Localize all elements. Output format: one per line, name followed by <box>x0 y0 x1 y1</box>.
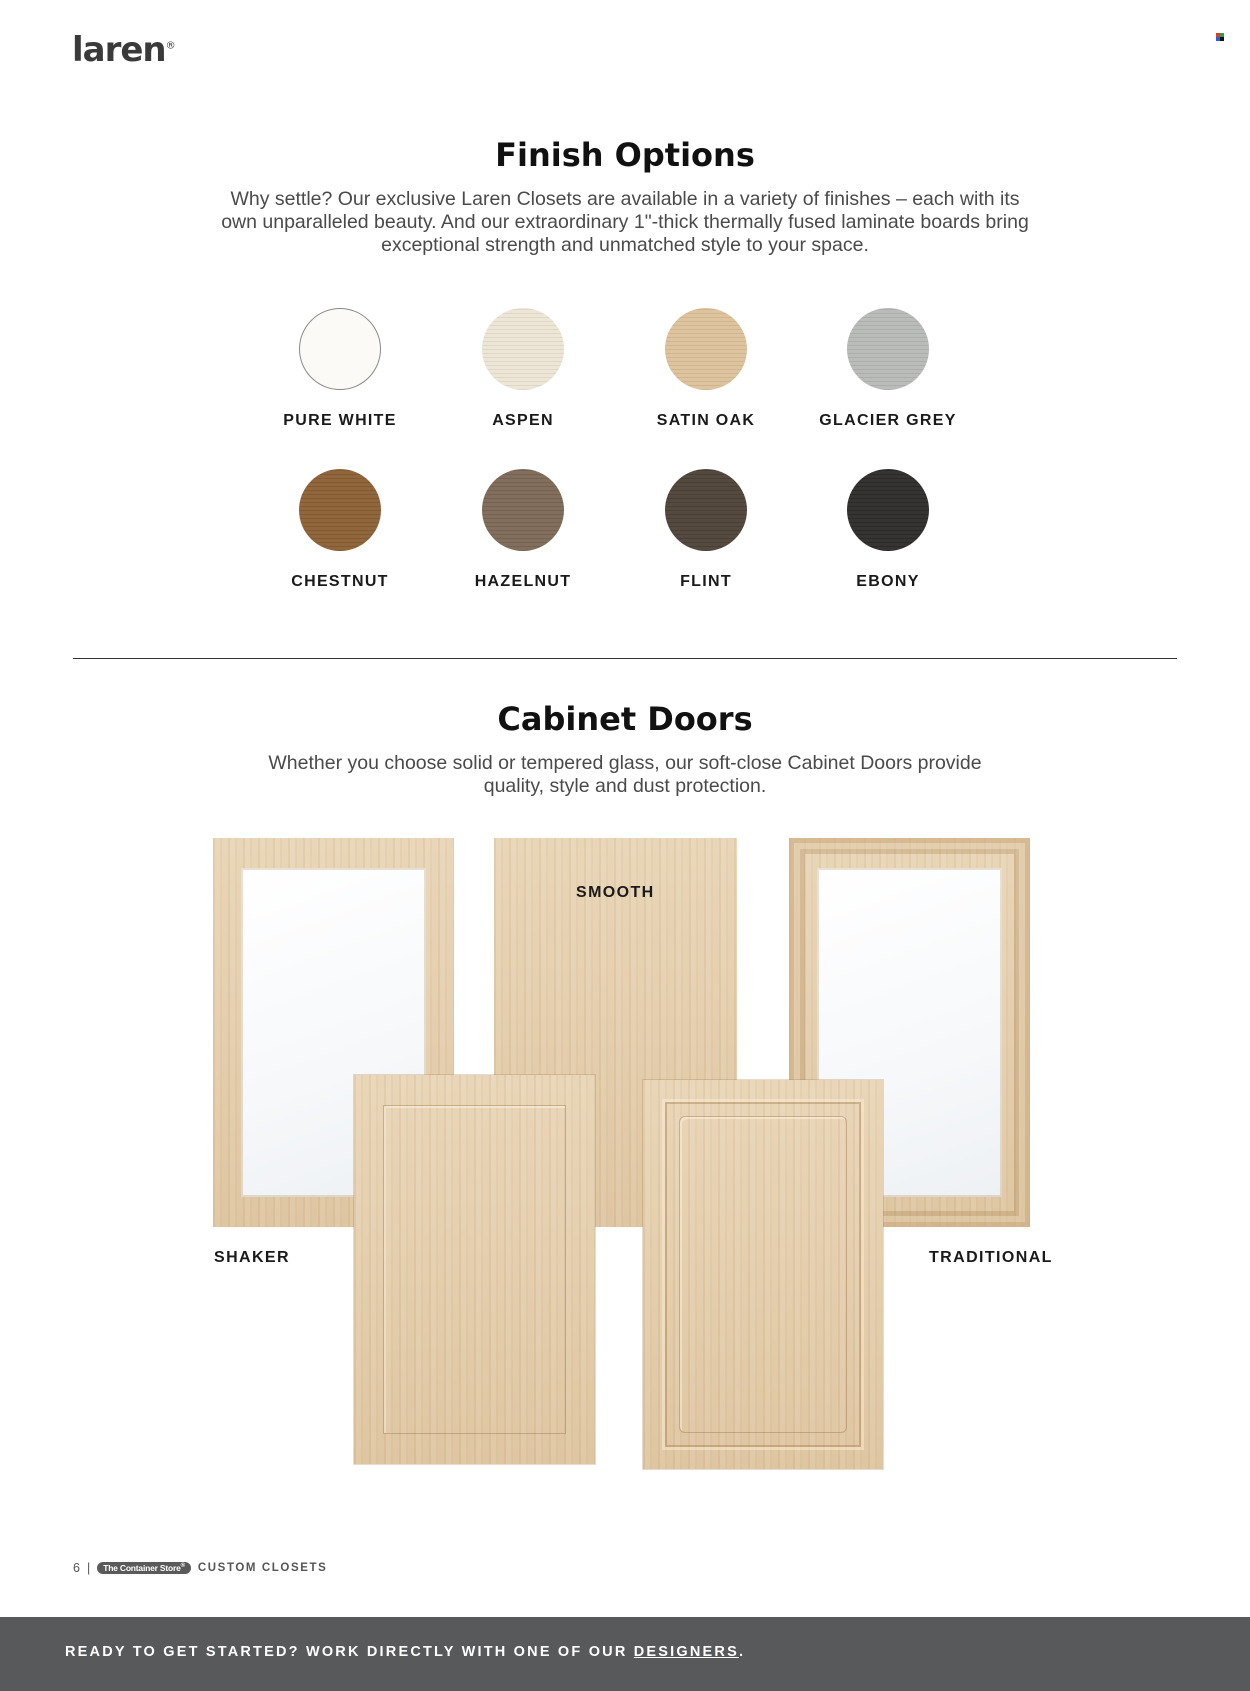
swatch-pure-white[interactable] <box>299 308 381 390</box>
swatch-glacier-grey[interactable] <box>847 308 929 390</box>
traditional-solid-door <box>643 1080 883 1469</box>
swatch-hazelnut[interactable] <box>482 469 564 551</box>
intro-line: Why settle? Our exclusive Laren Closets are available in a variety of finishes – each with its <box>230 188 1020 210</box>
shaker-inner-panel <box>383 1105 566 1434</box>
cabinet-doors-title: Cabinet Doors <box>497 700 753 738</box>
door-label-shaker: SHAKER <box>214 1249 290 1266</box>
swatch-label: ASPEN <box>492 412 554 429</box>
logo-text: laren <box>72 30 166 70</box>
finish-options-intro <box>150 188 1100 257</box>
intro-line: Whether you choose solid or tempered glass, our soft-close Cabinet Doors provide <box>268 752 982 774</box>
page-footer <box>73 1561 327 1575</box>
container-store-logo <box>97 1562 191 1574</box>
raised-panel-outer <box>665 1102 861 1447</box>
swatch-label: HAZELNUT <box>474 573 572 590</box>
section-divider <box>73 658 1177 659</box>
raised-panel-inner <box>679 1116 847 1433</box>
cta-text <box>65 1644 745 1660</box>
laren-logo <box>72 30 175 70</box>
swatch-label: GLACIER GREY <box>819 412 957 429</box>
swatch-satin-oak[interactable] <box>665 308 747 390</box>
page-number: 6 <box>73 1561 80 1575</box>
brand-name: The Container Store <box>103 1563 181 1573</box>
swatch-flint[interactable] <box>665 469 747 551</box>
finish-options-title: Finish Options <box>495 136 755 174</box>
footer-section-label: CUSTOM CLOSETS <box>197 1562 328 1574</box>
intro-line: exceptional strength and unmatched style to your space. <box>381 234 869 256</box>
swatch-label: PURE WHITE <box>283 412 397 429</box>
cta-lead: READY TO GET STARTED? WORK DIRECTLY WITH ONE OF OUR <box>65 1644 634 1660</box>
intro-line: own unparalleled beauty. And our extraordinary 1"-thick thermally fused laminate boards bring <box>221 211 1029 233</box>
designers-link[interactable]: DESIGNERS <box>633 1644 739 1660</box>
swatch-aspen[interactable] <box>482 308 564 390</box>
swatch-ebony[interactable] <box>847 469 929 551</box>
swatch-label: CHESTNUT <box>291 573 389 590</box>
cabinet-doors-intro <box>200 752 1050 798</box>
cta-trail: . <box>738 1644 746 1660</box>
swatch-chestnut[interactable] <box>299 469 381 551</box>
swatch-label: EBONY <box>856 573 920 590</box>
shaker-solid-door <box>354 1075 595 1464</box>
logo-registered-mark: ® <box>165 40 175 52</box>
color-mark-icon <box>1216 33 1224 41</box>
brand-registered-mark: ® <box>180 1563 185 1570</box>
cta-banner <box>0 1617 1250 1691</box>
swatch-label: SATIN OAK <box>656 412 756 429</box>
swatch-label: FLINT <box>680 573 732 590</box>
intro-line: quality, style and dust protection. <box>483 775 767 797</box>
door-label-smooth: SMOOTH <box>576 884 655 901</box>
footer-separator: | <box>86 1561 91 1575</box>
door-label-traditional: TRADITIONAL <box>929 1249 1053 1266</box>
